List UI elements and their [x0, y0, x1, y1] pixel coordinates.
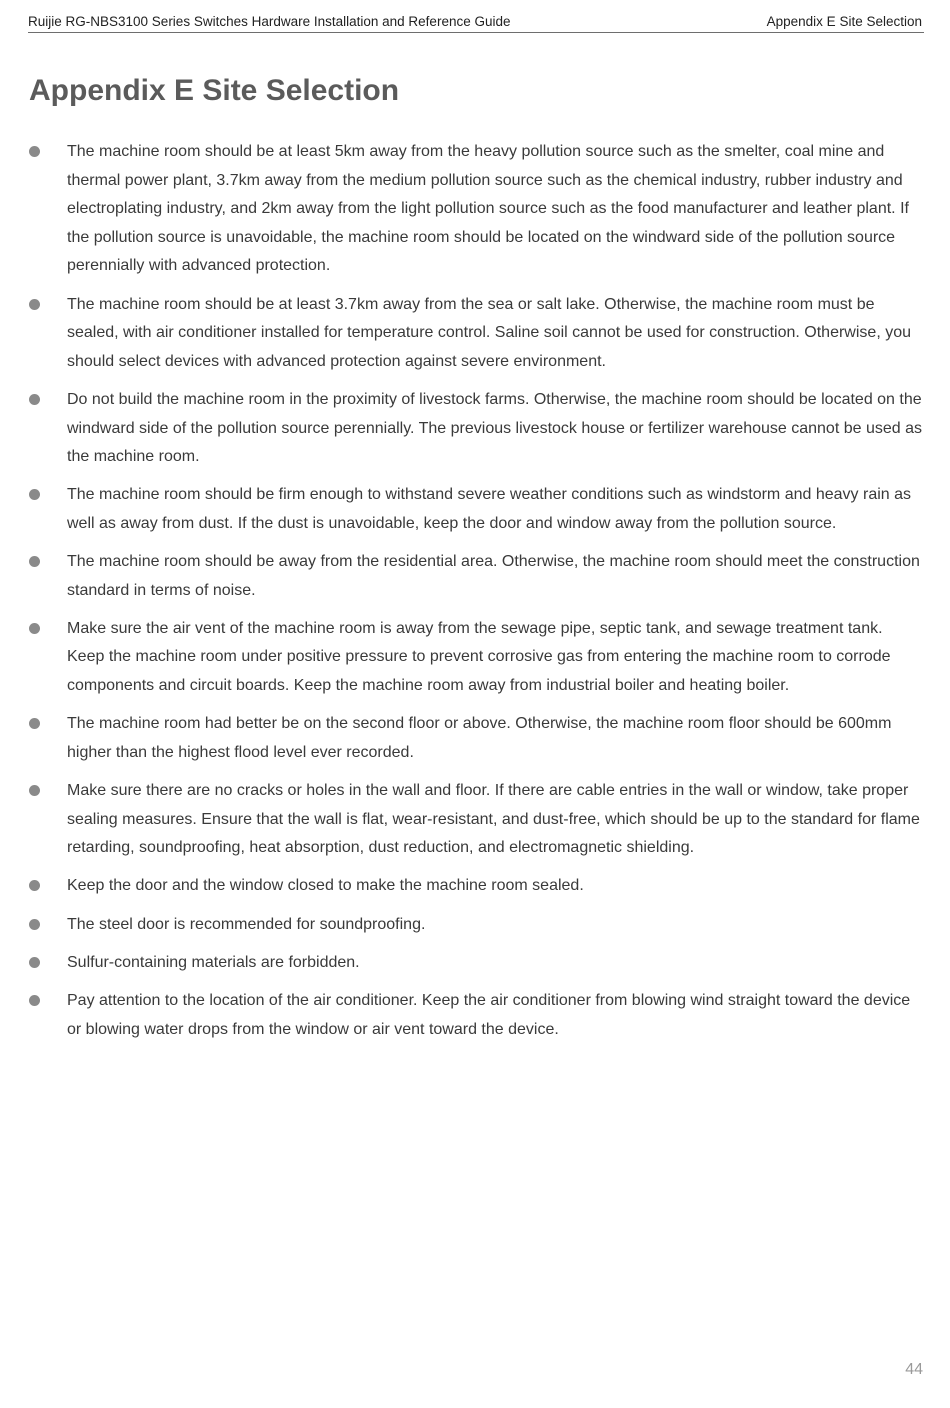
bullet-icon	[29, 785, 40, 796]
list-item-text: The machine room should be at least 3.7km away from the sea or salt lake. Otherwise, the machine room must be sealed, with air conditioner installed for temperature control. Saline soil cannot be used for construction. Otherwise, you should select devices with advanced protection against severe environment.	[67, 295, 911, 370]
list-item-text: The machine room should be away from the residential area. Otherwise, the machine room should meet the construction standard in terms of noise.	[67, 553, 920, 599]
bullet-icon	[29, 146, 40, 157]
bullet-icon	[29, 299, 40, 310]
list-item-text: The machine room should be at least 5km away from the heavy pollution source such as the smelter, coal mine and thermal power plant, 3.7km away from the medium pollution source such as the chemical industry, rubber industry and electroplating industry, and 2km away from the light pollution source such as the food manufacturer and leather plant. If the pollution source is unavoidable, the machine room should be located on the windward side of the pollution source perennially with advanced protection.	[67, 143, 909, 275]
list-item	[28, 777, 924, 863]
list-item	[28, 386, 924, 472]
list-item	[28, 710, 924, 767]
list-item-text: Pay attention to the location of the air conditioner. Keep the air conditioner from blowing wind straight toward the device or blowing water drops from the window or air vent toward the device.	[67, 991, 911, 1038]
list-item-text: Do not build the machine room in the proximity of livestock farms. Otherwise, the machine room should be located on the windward side of the pollution source perennially. The previous livestock house or fertilizer warehouse cannot be used as the machine room.	[67, 390, 922, 466]
list-item-text: The machine room had better be on the second floor or above. Otherwise, the machine room floor should be 600mm higher than the highest flood level ever recorded.	[67, 715, 892, 761]
list-item-text: The machine room should be firm enough to withstand severe weather conditions such as windstorm and heavy rain as well as away from dust. If the dust is unavoidable, keep the door and window away from the pollution source.	[67, 486, 912, 532]
bullet-icon	[29, 556, 40, 567]
bullet-icon	[29, 489, 40, 500]
list-item	[28, 291, 924, 377]
list-item	[28, 615, 924, 701]
list-item-text: Make sure there are no cracks or holes in the wall and floor. If there are cable entries in the wall or window, take proper sealing measures. Ensure that the wall is flat, wear-resistant, and dust-free, which should be up to the standard for flame retarding, soundproofing, heat absorption, dust reduction, and electromagnetic shielding.	[67, 782, 920, 857]
list-item	[28, 872, 924, 901]
bullet-icon	[29, 957, 40, 968]
list-item-text: Keep the door and the window closed to make the machine room sealed.	[67, 877, 584, 895]
page-title: Appendix E Site Selection	[29, 74, 400, 107]
list-item	[28, 548, 924, 605]
bullet-icon	[29, 995, 40, 1006]
list-item	[28, 987, 924, 1044]
list-item	[28, 138, 924, 281]
bullet-icon	[29, 919, 40, 930]
header-document-title: Ruijie RG-NBS3100 Series Switches Hardware Installation and Reference Guide	[28, 14, 511, 29]
bullet-icon	[29, 623, 40, 634]
list-item	[28, 949, 924, 978]
bullet-icon	[29, 718, 40, 729]
list-item-text: The steel door is recommended for soundproofing.	[67, 915, 426, 933]
list-item	[28, 481, 924, 538]
bullet-icon	[29, 880, 40, 891]
header-section-title: Appendix E Site Selection	[766, 14, 922, 29]
list-item-text: Make sure the air vent of the machine room is away from the sewage pipe, septic tank, and sewage treatment tank. Keep the machine room under positive pressure to prevent corrosive gas from entering the machine room to corrode components and circuit boards. Keep the machine room away from industrial boiler and heating boiler.	[67, 619, 891, 695]
page-header	[28, 12, 924, 33]
list-item	[28, 911, 924, 940]
site-selection-list	[28, 138, 924, 1054]
list-item-text: Sulfur-containing materials are forbidden.	[67, 953, 360, 971]
page-number: 44	[905, 1361, 923, 1378]
bullet-icon	[29, 394, 40, 405]
